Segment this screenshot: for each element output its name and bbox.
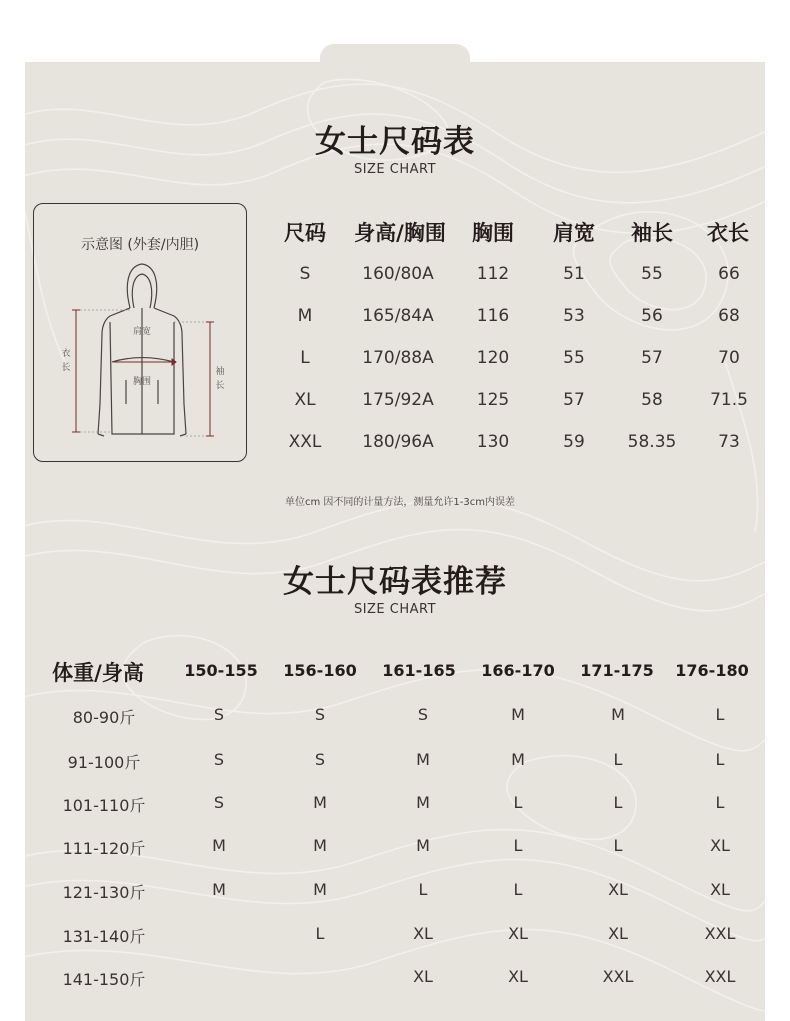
weight-label: 111-120斤 — [62, 839, 146, 858]
recommend-size-cell: M — [212, 880, 226, 899]
recommend-size-cell: XXL — [704, 967, 736, 986]
recommend-size-cell: XL — [710, 836, 730, 855]
recommend-size-cell: M — [313, 880, 327, 899]
hooded-jacket-icon — [34, 204, 248, 463]
weight-label: 101-110斤 — [62, 796, 146, 815]
table-cell: 58 — [641, 390, 663, 410]
recommend-size-cell: M — [212, 836, 226, 855]
table-cell: 112 — [476, 264, 510, 284]
weight-height-header: 体重/身高 — [52, 661, 144, 685]
recommend-size-cell: S — [213, 750, 225, 769]
diagram-caption: 示意图 (外套/内胆) — [80, 237, 200, 253]
table-cell: 57 — [641, 348, 663, 368]
recommend-size-cell: S — [314, 750, 326, 769]
weight-label: 131-140斤 — [62, 927, 146, 946]
height-header: 161-165 — [382, 661, 456, 680]
recommend-size-cell: XL — [413, 924, 433, 943]
weight-label: 141-150斤 — [62, 970, 146, 989]
table-cell: 116 — [476, 306, 510, 326]
height-header: 171-175 — [580, 661, 654, 680]
weight-label: 121-130斤 — [62, 883, 146, 902]
height-header: 150-155 — [184, 661, 258, 680]
recommend-size-cell: S — [417, 705, 429, 724]
table-cell: 120 — [476, 348, 510, 368]
recommend-size-cell: S — [213, 793, 225, 812]
recommend-size-cell: L — [613, 793, 623, 812]
recommend-size-cell: XL — [508, 967, 528, 986]
recommend-size-cell: M — [511, 705, 525, 724]
height-header: 156-160 — [283, 661, 357, 680]
height-header: 176-180 — [675, 661, 749, 680]
header-length: 衣长 — [707, 221, 749, 245]
table-cell: 57 — [563, 390, 585, 410]
recommend-size-cell: L — [513, 880, 523, 899]
length-label-2: 长 — [61, 363, 71, 373]
table-cell: XL — [294, 390, 316, 410]
table-cell: XXL — [288, 432, 322, 452]
weight-label: 91-100斤 — [67, 753, 141, 772]
recommend-size-cell: M — [416, 750, 430, 769]
shoulder-label: 肩宽 — [132, 327, 152, 337]
recommend-size-cell: XL — [508, 924, 528, 943]
recommend-size-cell: L — [513, 793, 523, 812]
sleeve-label-1: 袖 — [215, 367, 225, 377]
table-cell: 68 — [718, 306, 740, 326]
length-label-1: 衣 — [61, 349, 71, 359]
recommend-size-cell: M — [313, 793, 327, 812]
table-cell: 73 — [718, 432, 740, 452]
table-cell: 58.35 — [627, 432, 677, 452]
recommend-size-cell: XL — [608, 880, 628, 899]
recommend-size-cell: M — [313, 836, 327, 855]
measurement-note: 单位cm 因不同的计量方法，测量允许1-3cm内误差 — [285, 497, 515, 508]
recommend-size-cell: L — [613, 836, 623, 855]
table-cell: L — [300, 348, 310, 368]
table-cell: M — [297, 306, 313, 326]
recommend-size-cell: XXL — [602, 967, 634, 986]
table-cell: 160/80A — [362, 264, 434, 284]
header-sleeve: 袖长 — [631, 221, 673, 245]
table-cell: 59 — [563, 432, 585, 452]
jacket-diagram-box — [33, 203, 247, 462]
recommend-size-cell: L — [613, 750, 623, 769]
recommend-subtitle: SIZE CHART — [353, 602, 437, 617]
recommend-size-cell: S — [314, 705, 326, 724]
table-cell: 71.5 — [710, 390, 748, 410]
recommend-size-cell: L — [715, 793, 725, 812]
recommend-size-cell: M — [416, 793, 430, 812]
recommend-size-cell: M — [416, 836, 430, 855]
recommend-size-cell: XXL — [704, 924, 736, 943]
recommend-size-cell: L — [715, 705, 725, 724]
height-header: 166-170 — [481, 661, 555, 680]
table-cell: 70 — [718, 348, 740, 368]
table-cell: 170/88A — [362, 348, 434, 368]
recommend-size-cell: M — [511, 750, 525, 769]
recommend-size-cell: XL — [608, 924, 628, 943]
table-cell: 55 — [563, 348, 585, 368]
recommend-size-cell: L — [513, 836, 523, 855]
size-chart-title: 女士尺码表 — [315, 124, 475, 160]
size-chart-subtitle: SIZE CHART — [353, 162, 437, 177]
recommend-title: 女士尺码表推荐 — [283, 564, 507, 600]
table-cell: 66 — [718, 264, 740, 284]
table-cell: 130 — [476, 432, 510, 452]
weight-label: 80-90斤 — [72, 708, 136, 727]
table-cell: 175/92A — [362, 390, 434, 410]
table-cell: S — [299, 264, 311, 284]
table-cell: 51 — [563, 264, 585, 284]
chest-label: 胸围 — [132, 377, 152, 387]
recommend-size-cell: L — [418, 880, 428, 899]
table-cell: 165/84A — [362, 306, 434, 326]
header-chest: 胸围 — [472, 221, 514, 245]
table-cell: 56 — [641, 306, 663, 326]
recommend-size-cell: XL — [710, 880, 730, 899]
sleeve-label-2: 长 — [215, 381, 225, 391]
table-cell: 125 — [476, 390, 510, 410]
recommend-size-cell: L — [315, 924, 325, 943]
recommend-size-cell: M — [611, 705, 625, 724]
header-size: 尺码 — [284, 221, 326, 245]
header-height-chest: 身高/胸围 — [354, 221, 446, 245]
recommend-size-cell: S — [213, 705, 225, 724]
recommend-size-cell: XL — [413, 967, 433, 986]
table-cell: 55 — [641, 264, 663, 284]
header-shoulder: 肩宽 — [553, 221, 595, 245]
recommend-size-cell: L — [715, 750, 725, 769]
table-cell: 53 — [563, 306, 585, 326]
table-cell: 180/96A — [362, 432, 434, 452]
